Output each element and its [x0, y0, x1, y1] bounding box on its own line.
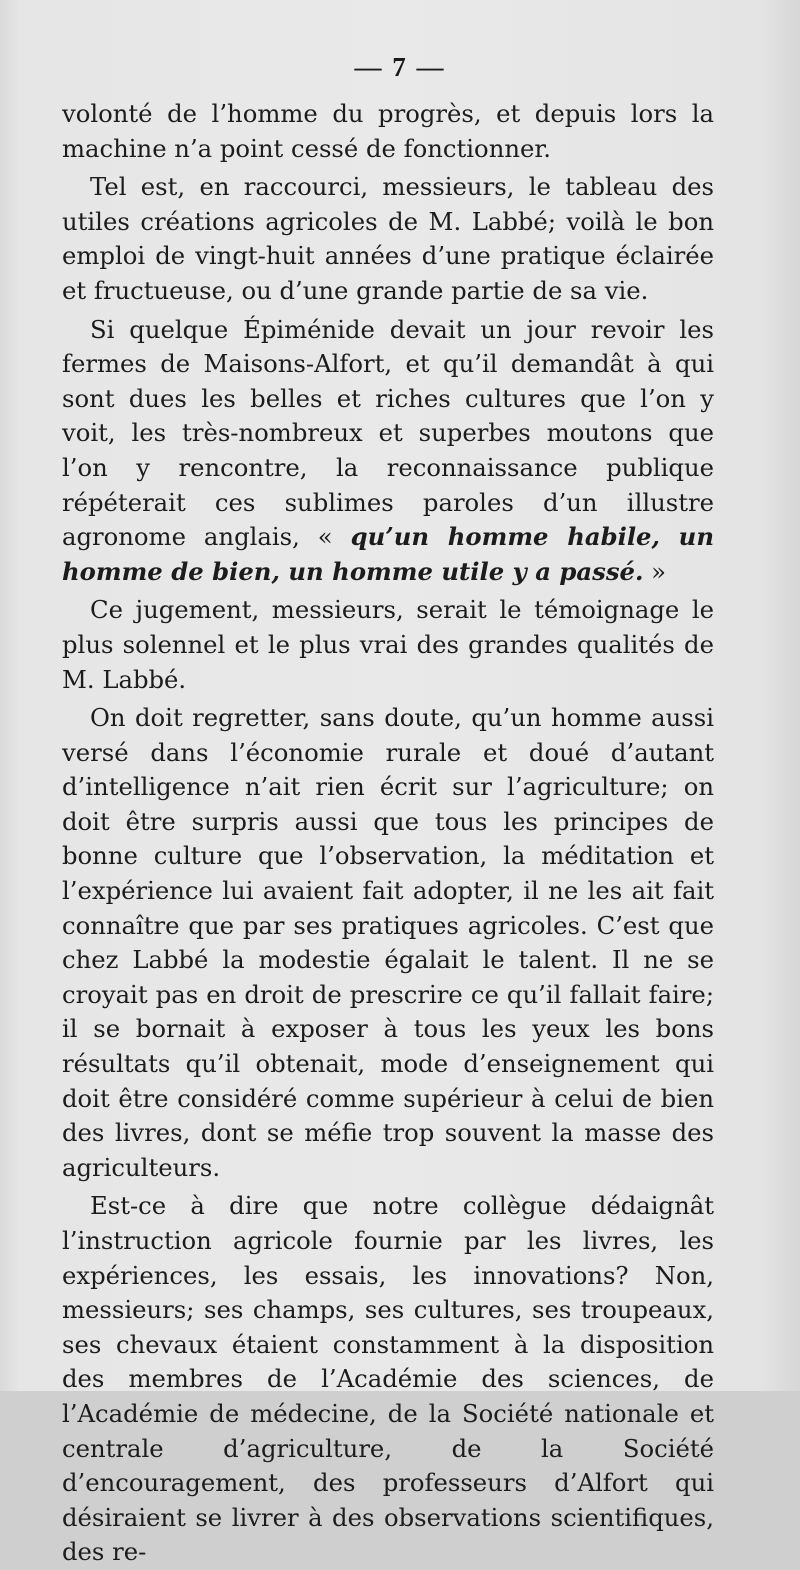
paragraph-5: On doit regretter, sans doute, qu’un homme aussi versé dans l’économie rurale et doué d’autant d’intelligence n’ait rien écrit sur l’agriculture; on doit être surpris aussi que tous les principes de bonne culture que l’observation, la méditation et l’expérience lui avaient fait adopter, il ne les ait fait connaître que par ses pratiques agricoles. C’est que chez Labbé la modestie égalait le talent. Il ne se croyait pas en droit de prescrire ce qu’il fallait faire; il se bornait à exposer à tous les yeux les bons résultats qu’il obtenait, mode d’enseignement qui doit être considéré comme supérieur à celui de bien des livres, dont se méfie trop souvent la masse des agriculteurs. [62, 703, 714, 1182]
paragraph-3 [62, 313, 714, 590]
paragraph-4: Ce jugement, messieurs, serait le témoignage le plus solennel et le plus vrai des grandes qualités de M. Labbé. [62, 595, 714, 694]
paragraph-1: volonté de l’homme du progrès, et depuis lors la machine n’a point cessé de fonctionner. [62, 99, 714, 163]
paragraph-6: Est-ce à dire que notre collègue dédaignât l’instruction agricole fournie par les livres, les expériences, les essais, les innovations? Non, messieurs; ses champs, ses cultures, ses troupeaux, ses chevaux étaient constamment à la disposition des membres de l’Académie des sciences, de l’Académie de médecine, de la Société nationale et centrale d’agriculture, de la Société d’encouragement, des professeurs d’Alfort qui désiraient se livrer à des observations scientifiques, des re- [62, 1191, 714, 1567]
paragraph-3-close: » [643, 556, 667, 586]
paragraph-3-text: Si quelque Épiménide devait un jour revoir les fermes de Maisons-Alfort, et qu’il demandât à qui sont dues les belles et riches cultures que l’on y voit, les très-nombreux et superbes moutons que l’on y rencontre, la reconnaissance publique répéterait ces sublimes paroles d’un illustre agronome anglais, « [62, 314, 714, 552]
paragraph-2: Tel est, en raccourci, messieurs, le tableau des utiles créations agricoles de M. Labbé; voilà le bon emploi de vingt-huit années d’une pratique éclairée et fructueuse, ou d’une grande partie de sa vie. [62, 172, 714, 305]
body-text [62, 97, 714, 1570]
quotation: qu’un homme habile, un homme de bien, un homme utile y a passé. [62, 522, 714, 586]
page-number: — 7 — [354, 52, 446, 82]
